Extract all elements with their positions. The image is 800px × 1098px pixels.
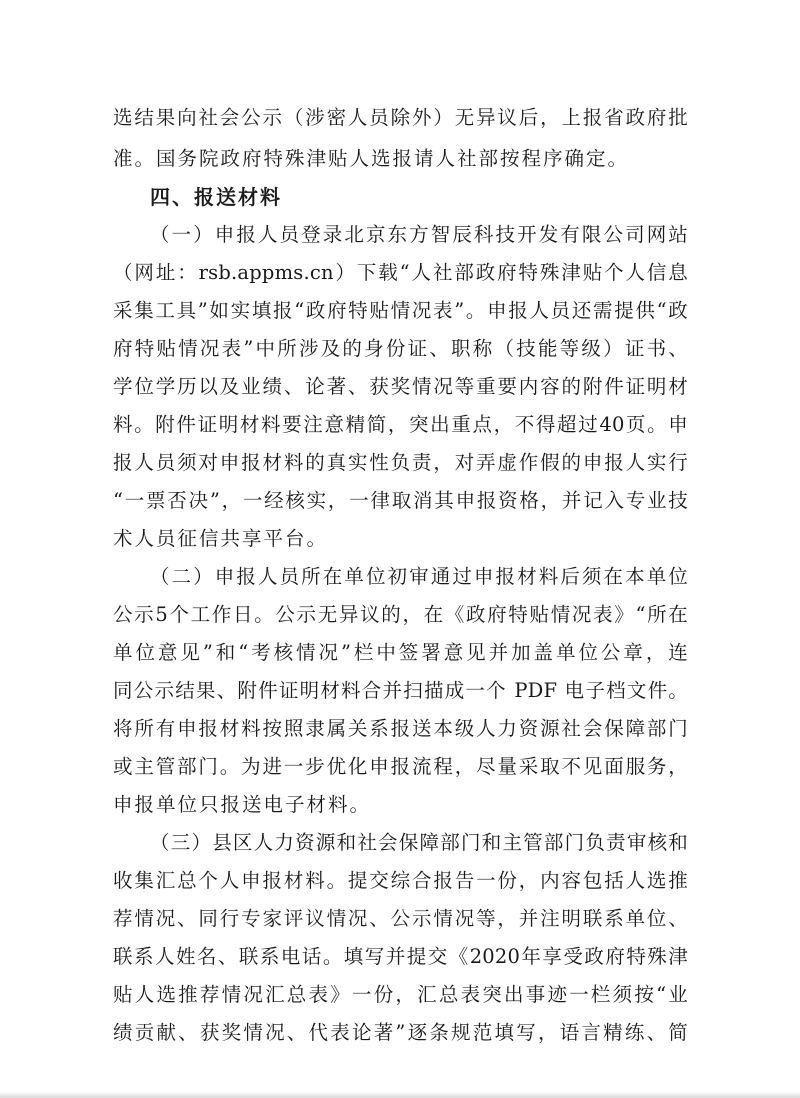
text-line: 联系人姓名、联系电话。填写并提交《2020年享受政府特殊津 — [113, 945, 688, 968]
text-line: （三）县区人力资源和社会保障部门和主管部门负责审核和 — [150, 831, 688, 854]
text-line: 将所有申报材料按照隶属关系报送本级人力资源社会保障部门 — [113, 717, 688, 740]
text-line: 收集汇总个人申报材料。提交综合报告一份，内容包括人选推 — [113, 869, 688, 892]
text-line: 术人员征信共享平台。 — [113, 527, 329, 550]
text-line: 选结果向社会公示（涉密人员除外）无异议后，上报省政府批 — [113, 106, 688, 129]
text-line: 绩贡献、获奖情况、代表论著”逐条规范填写，语言精练、简 — [113, 1021, 688, 1044]
text-line: 申报单位只报送电子材料。 — [113, 793, 372, 816]
text-line: （二）申报人员所在单位初审通过申报材料后须在本单位 — [150, 565, 688, 588]
text-line: 报人员须对申报材料的真实性负责，对弄虚作假的申报人实行 — [113, 451, 688, 474]
text-line: 采集工具”如实填报“政府特贴情况表”。申报人员还需提供“政 — [113, 299, 688, 322]
text-line: 贴人选推荐情况汇总表》一份，汇总表突出事迹一栏须按“业 — [113, 983, 688, 1006]
text-line: 荐情况、同行专家评议情况、公示情况等，并注明联系单位、 — [113, 907, 688, 930]
text-line: 准。国务院政府特殊津贴人选报请人社部按程序确定。 — [113, 147, 630, 170]
page-edge-shadow — [0, 1092, 800, 1098]
text-line: 公示5个工作日。公示无异议的，在《政府特贴情况表》“所在 — [113, 603, 688, 626]
text-line: （一）申报人员登录北京东方智辰科技开发有限公司网站 — [150, 223, 688, 246]
text-line: 府特贴情况表”中所涉及的身份证、职称（技能等级）证书、 — [113, 337, 688, 360]
text-line: 料。附件证明材料要注意精简，突出重点，不得超过40页。申 — [113, 413, 688, 436]
text-line: 学位学历以及业绩、论著、获奖情况等重要内容的附件证明材 — [113, 375, 688, 398]
text-line: 单位意见”和“考核情况”栏中签署意见并加盖单位公章，连 — [113, 641, 688, 664]
text-line: 同公示结果、附件证明材料合并扫描成一个 PDF 电子档文件。 — [113, 679, 688, 702]
text-line: “一票否决”，一经核实，一律取消其申报资格，并记入专业技 — [113, 489, 688, 512]
section-heading: 四、报送材料 — [150, 185, 282, 209]
text-line: （网址：rsb.appms.cn）下载“人社部政府特殊津贴个人信息 — [113, 261, 688, 284]
text-line: 或主管部门。为进一步优化申报流程，尽量采取不见面服务， — [113, 755, 688, 778]
